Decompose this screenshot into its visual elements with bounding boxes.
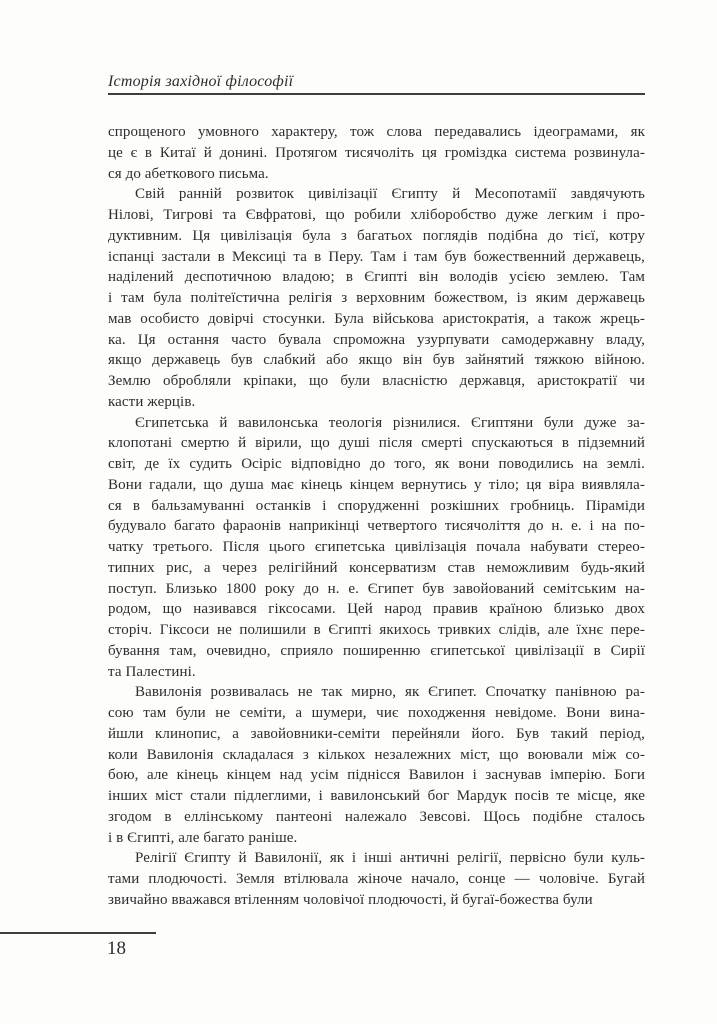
text-line: дуктивним. Ця цивілізація була з багатьох поглядів подібна до тієї, котру	[108, 227, 645, 244]
text-line: мав особисто довірчі стосунки. Була військова аристократія, а також жрець-	[108, 310, 645, 327]
text-line: клопотані смертю й вірили, що душі після смерті спускаються в підземний	[108, 435, 645, 452]
text-line: Нілові, Тигрові та Євфратові, що робили хліборобство дуже легким і про-	[108, 207, 645, 223]
text-line: спрощеного умовного характеру, тож слова передавались ідеограмами, як	[108, 124, 645, 140]
paragraph	[108, 413, 645, 683]
text-line: ка. Ця остання часто бувала спроможна узурпувати самодержавну владу,	[108, 331, 645, 348]
text-line: це є в Китаї й донині. Протягом тисячоліть ця громіздка система розвинула-	[108, 144, 645, 161]
text-line: сою там були не семіти, а шумери, чиє походження невідоме. Вони вина-	[108, 705, 645, 721]
text-line: наділений деспотичною владою; в Єгипті він володів усією землею. Там	[108, 269, 645, 286]
text-line: світ, де їх судить Осіріс відповідно до того, як вони поводились на землі.	[108, 456, 645, 472]
paragraph	[108, 122, 645, 184]
text-line: родом, що називався гіксосами. Цей народ правив країною близько двох	[108, 601, 645, 618]
text-line: типних рис, а через релігійний консерватизм став неможливим будь-який	[108, 559, 645, 576]
text-line: іспанці застали в Мексиці та в Перу. Там і там був божественний державець,	[108, 248, 645, 265]
header-rule	[108, 93, 645, 95]
text-line: згодом в еллінському пантеоні належало Зевсові. Щось подібне сталось	[108, 808, 645, 825]
text-line: касти жерців.	[108, 393, 196, 410]
text-line: ся в бальзамуванні останків і спорудженні розкішних гробниць. Піраміди	[108, 497, 645, 514]
text-line: бування там, очевидно, сприяло поширенню єгипетської цивілізації в Сирії	[108, 642, 645, 659]
page-number: 18	[107, 938, 126, 959]
text-line: якщо державець був слабкий або якщо він був зайнятий тяжкою війною.	[108, 352, 645, 369]
text-line: ся до абеткового письма.	[108, 165, 269, 182]
text-line: чатку третього. Після цього єгипетська цивілізація почала набувати стерео-	[108, 539, 645, 555]
paragraph	[108, 184, 645, 412]
text-line: Свій ранній розвиток цивілізації Єгипту й Месопотамії завдячують	[135, 186, 645, 203]
text-line: поступ. Близько 1800 року до н. е. Єгипет був завойований семітським на-	[108, 580, 645, 597]
footer-rule	[0, 932, 156, 934]
text-line: і там була політеїстична релігія з верховним божеством, із яким державець	[108, 290, 645, 306]
text-line: і в Єгипті, але багато раніше.	[108, 829, 298, 846]
text-line: тами плодючості. Земля втілювала жіноче начало, сонце — чоловіче. Бугай	[108, 871, 645, 887]
text-line: звичайно вважався втіленням чоловічої плодючості, й бугаї-божества були	[108, 891, 593, 908]
text-line: будувало багато фараонів наприкінці четвертого тисячоліття до н. е. і на по-	[108, 518, 645, 535]
text-line: Вавилонія розвивалась не так мирно, як Єгипет. Спочатку панівною ра-	[135, 684, 645, 701]
text-line: коли Вавилонія складалася з кількох незалежних міст, що воювали між со-	[108, 746, 645, 763]
text-line: Єгипетська й вавилонська теологія різнилися. Єгиптяни були дуже за-	[135, 414, 645, 431]
text-line: сторіч. Гіксоси не полишили в Єгипті якихось тривких слідів, але їхнє пере-	[108, 622, 645, 638]
running-header-title: Історія західної філософії	[108, 73, 294, 90]
text-block	[108, 122, 645, 911]
paragraph	[108, 848, 645, 910]
text-line: Землю обробляли кріпаки, що були власністю державця, аристократії чи	[108, 373, 645, 389]
text-line: Релігії Єгипту й Вавилонії, як і інші античні релігії, первісно були куль-	[135, 850, 645, 867]
text-line: бою, але кінець кінцем над усім піднісся Вавилон і заснував імперію. Боги	[108, 767, 645, 784]
text-line: інших міст стали підлеглими, і вавилонський бог Мардук посів те місце, яке	[108, 788, 645, 804]
text-line: йшли клинопис, а завойовники-семіти перейняли його. Був такий період,	[108, 725, 645, 742]
text-line: та Палестині.	[108, 663, 196, 680]
paragraph	[108, 682, 645, 848]
text-line: Вони гадали, що душа має кінець кінцем вернутись у тіло; ця віра виявляла-	[108, 476, 645, 493]
